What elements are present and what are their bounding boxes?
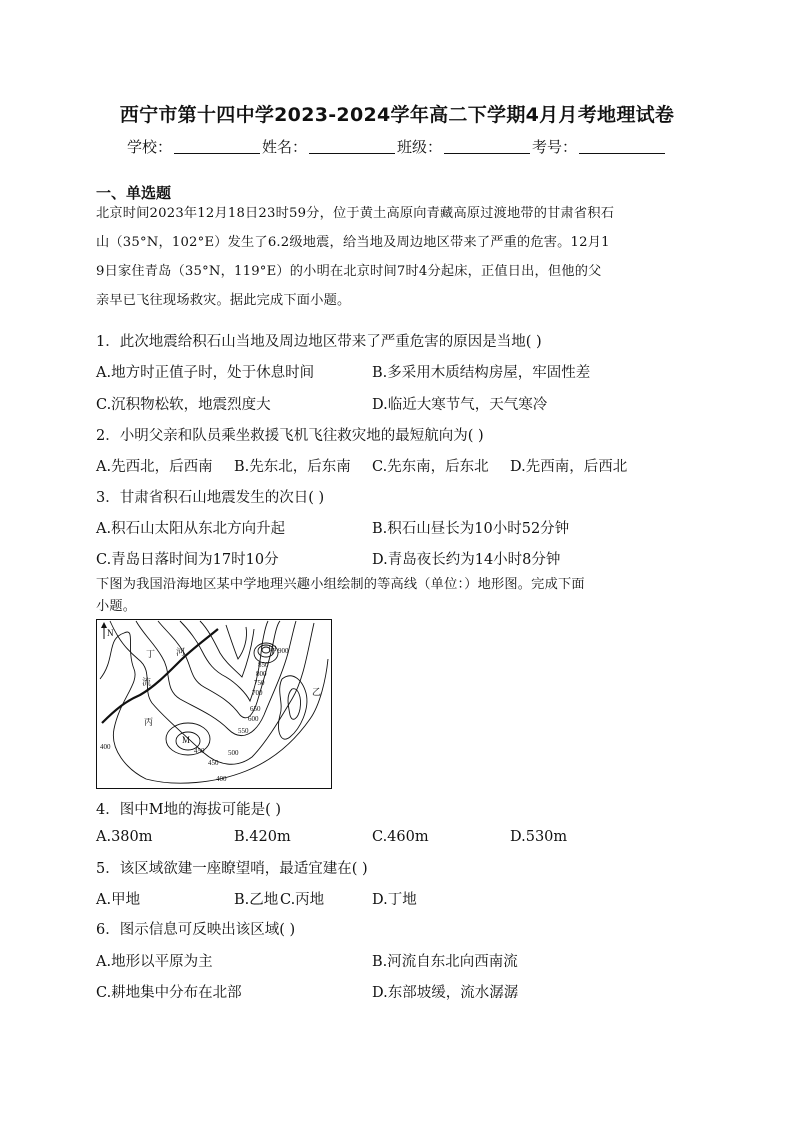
contour-label-600: 600 — [248, 715, 259, 723]
contour-label-800: 800 — [256, 670, 267, 678]
question-2-stem: 2．小明父亲和队员乘坐救援飞机飞往救灾地的最短航向为( ) — [96, 428, 484, 444]
question-1-stem: 1．此次地震给积石山当地及周边地区带来了严重危害的原因是当地( ) — [96, 334, 542, 350]
contour-label-400-south: 400 — [216, 775, 227, 783]
name-blank[interactable] — [309, 139, 395, 154]
school-label: 学校： — [126, 138, 172, 156]
q3-option-a[interactable]: A.积石山太阳从东北方向升起 — [96, 521, 286, 537]
q4-option-a[interactable]: A.380m — [96, 829, 153, 845]
page-title: 西宁市第十四中学2023-2024学年高二下学期4月月考地理试卷 — [119, 104, 675, 126]
passage-line: 亲早已飞往现场救灾。据此完成下面小题。 — [96, 293, 351, 308]
class-blank[interactable] — [444, 139, 530, 154]
q4-option-b[interactable]: B.420m — [234, 829, 291, 845]
label-bing: 丙 — [144, 717, 154, 727]
section-heading: 一、单选题 — [96, 184, 172, 202]
q5-option-d[interactable]: D.丁地 — [372, 892, 417, 908]
passage-line: 北京时间2023年12月18日23时59分，位于黄土高原向青藏高原过渡地带的甘肃省积石 — [96, 206, 615, 221]
passage-line: 山（35°N，102°E）发生了6.2级地震，给当地及周边地区带来了严重的危害。12月1 — [96, 235, 610, 250]
name-label: 姓名： — [261, 138, 307, 156]
class-label: 班级： — [397, 138, 443, 156]
q5-option-b[interactable]: B.乙地 — [234, 892, 279, 908]
question-6-stem: 6．图示信息可反映出该区域( ) — [96, 922, 296, 938]
contour-label-550: 550 — [238, 727, 249, 735]
label-he: 河 — [176, 647, 186, 657]
school-blank[interactable] — [174, 139, 260, 154]
contour-label-700: 700 — [252, 689, 263, 697]
q2-option-b[interactable]: B.先东北，后东南 — [234, 459, 351, 475]
north-label: N — [107, 628, 114, 638]
contour-label-500: 500 — [228, 749, 239, 757]
q5-option-a[interactable]: A.甲地 — [96, 892, 141, 908]
q6-option-d[interactable]: D.东部坡缓，流水潺潺 — [372, 985, 519, 1001]
label-yi: 乙 — [312, 687, 322, 697]
label-m: M — [182, 735, 191, 745]
exam-no-blank[interactable] — [579, 139, 665, 154]
q2-option-c[interactable]: C.先东南，后东北 — [372, 459, 489, 475]
contour-label-650: 650 — [250, 705, 261, 713]
q3-option-c[interactable]: C.青岛日落时间为17时10分 — [96, 552, 279, 568]
q2-option-d[interactable]: D.先西南，后西北 — [510, 459, 628, 475]
label-liu: 流 — [142, 677, 152, 687]
contour-label-850: 850 — [258, 661, 269, 669]
passage-earthquake — [96, 199, 700, 315]
question-4-stem: 4．图中M地的海拔可能是( ) — [96, 802, 281, 818]
q1-option-d[interactable]: D.临近大寒节气，天气寒冷 — [372, 397, 548, 413]
q4-option-c[interactable]: C.460m — [372, 829, 429, 845]
student-info-line — [0, 136, 794, 157]
q3-option-b[interactable]: B.积石山昼长为10小时52分钟 — [372, 521, 570, 537]
contour-label-900: 900 — [278, 647, 289, 655]
passage-map-intro — [96, 574, 700, 618]
q1-option-b[interactable]: B.多采用木质结构房屋，牢固性差 — [372, 365, 591, 381]
question-3-stem: 3．甘肃省积石山地震发生的次日( ) — [96, 490, 325, 506]
contour-label-450: 450 — [208, 759, 219, 767]
contour-label-400-west: 400 — [100, 743, 111, 751]
q2-option-a[interactable]: A.先西北，后西南 — [96, 459, 213, 475]
passage-line: 9日家住青岛（35°N，119°E）的小明在北京时间7时4分起床，正值日出，但他的父 — [96, 264, 602, 279]
q6-option-a[interactable]: A.地形以平原为主 — [96, 954, 213, 970]
exam-no-label: 考号： — [532, 138, 578, 156]
q5-option-c[interactable]: C.丙地 — [280, 892, 325, 908]
passage-line: 下图为我国沿海地区某中学地理兴趣小组绘制的等高线（单位：）地形图。完成下面 — [96, 577, 585, 592]
contour-label-450-m: 450 — [194, 747, 205, 755]
label-jia: 甲 — [268, 645, 278, 655]
q1-option-a[interactable]: A.地方时正值子时，处于休息时间 — [96, 365, 315, 381]
q6-option-b[interactable]: B.河流自东北向西南流 — [372, 954, 518, 970]
passage-line: 小题。 — [96, 599, 137, 614]
q1-option-c[interactable]: C.沉积物松软，地震烈度大 — [96, 397, 271, 413]
question-5-stem: 5．该区域欲建一座瞭望哨，最适宜建在( ) — [96, 861, 368, 877]
q4-option-d[interactable]: D.530m — [510, 829, 568, 845]
q3-option-d[interactable]: D.青岛夜长约为14小时8分钟 — [372, 552, 561, 568]
contour-label-750: 750 — [254, 679, 265, 687]
q6-option-c[interactable]: C.耕地集中分布在北部 — [96, 985, 242, 1001]
label-ding: 丁 — [146, 649, 156, 659]
contour-map — [96, 619, 332, 789]
